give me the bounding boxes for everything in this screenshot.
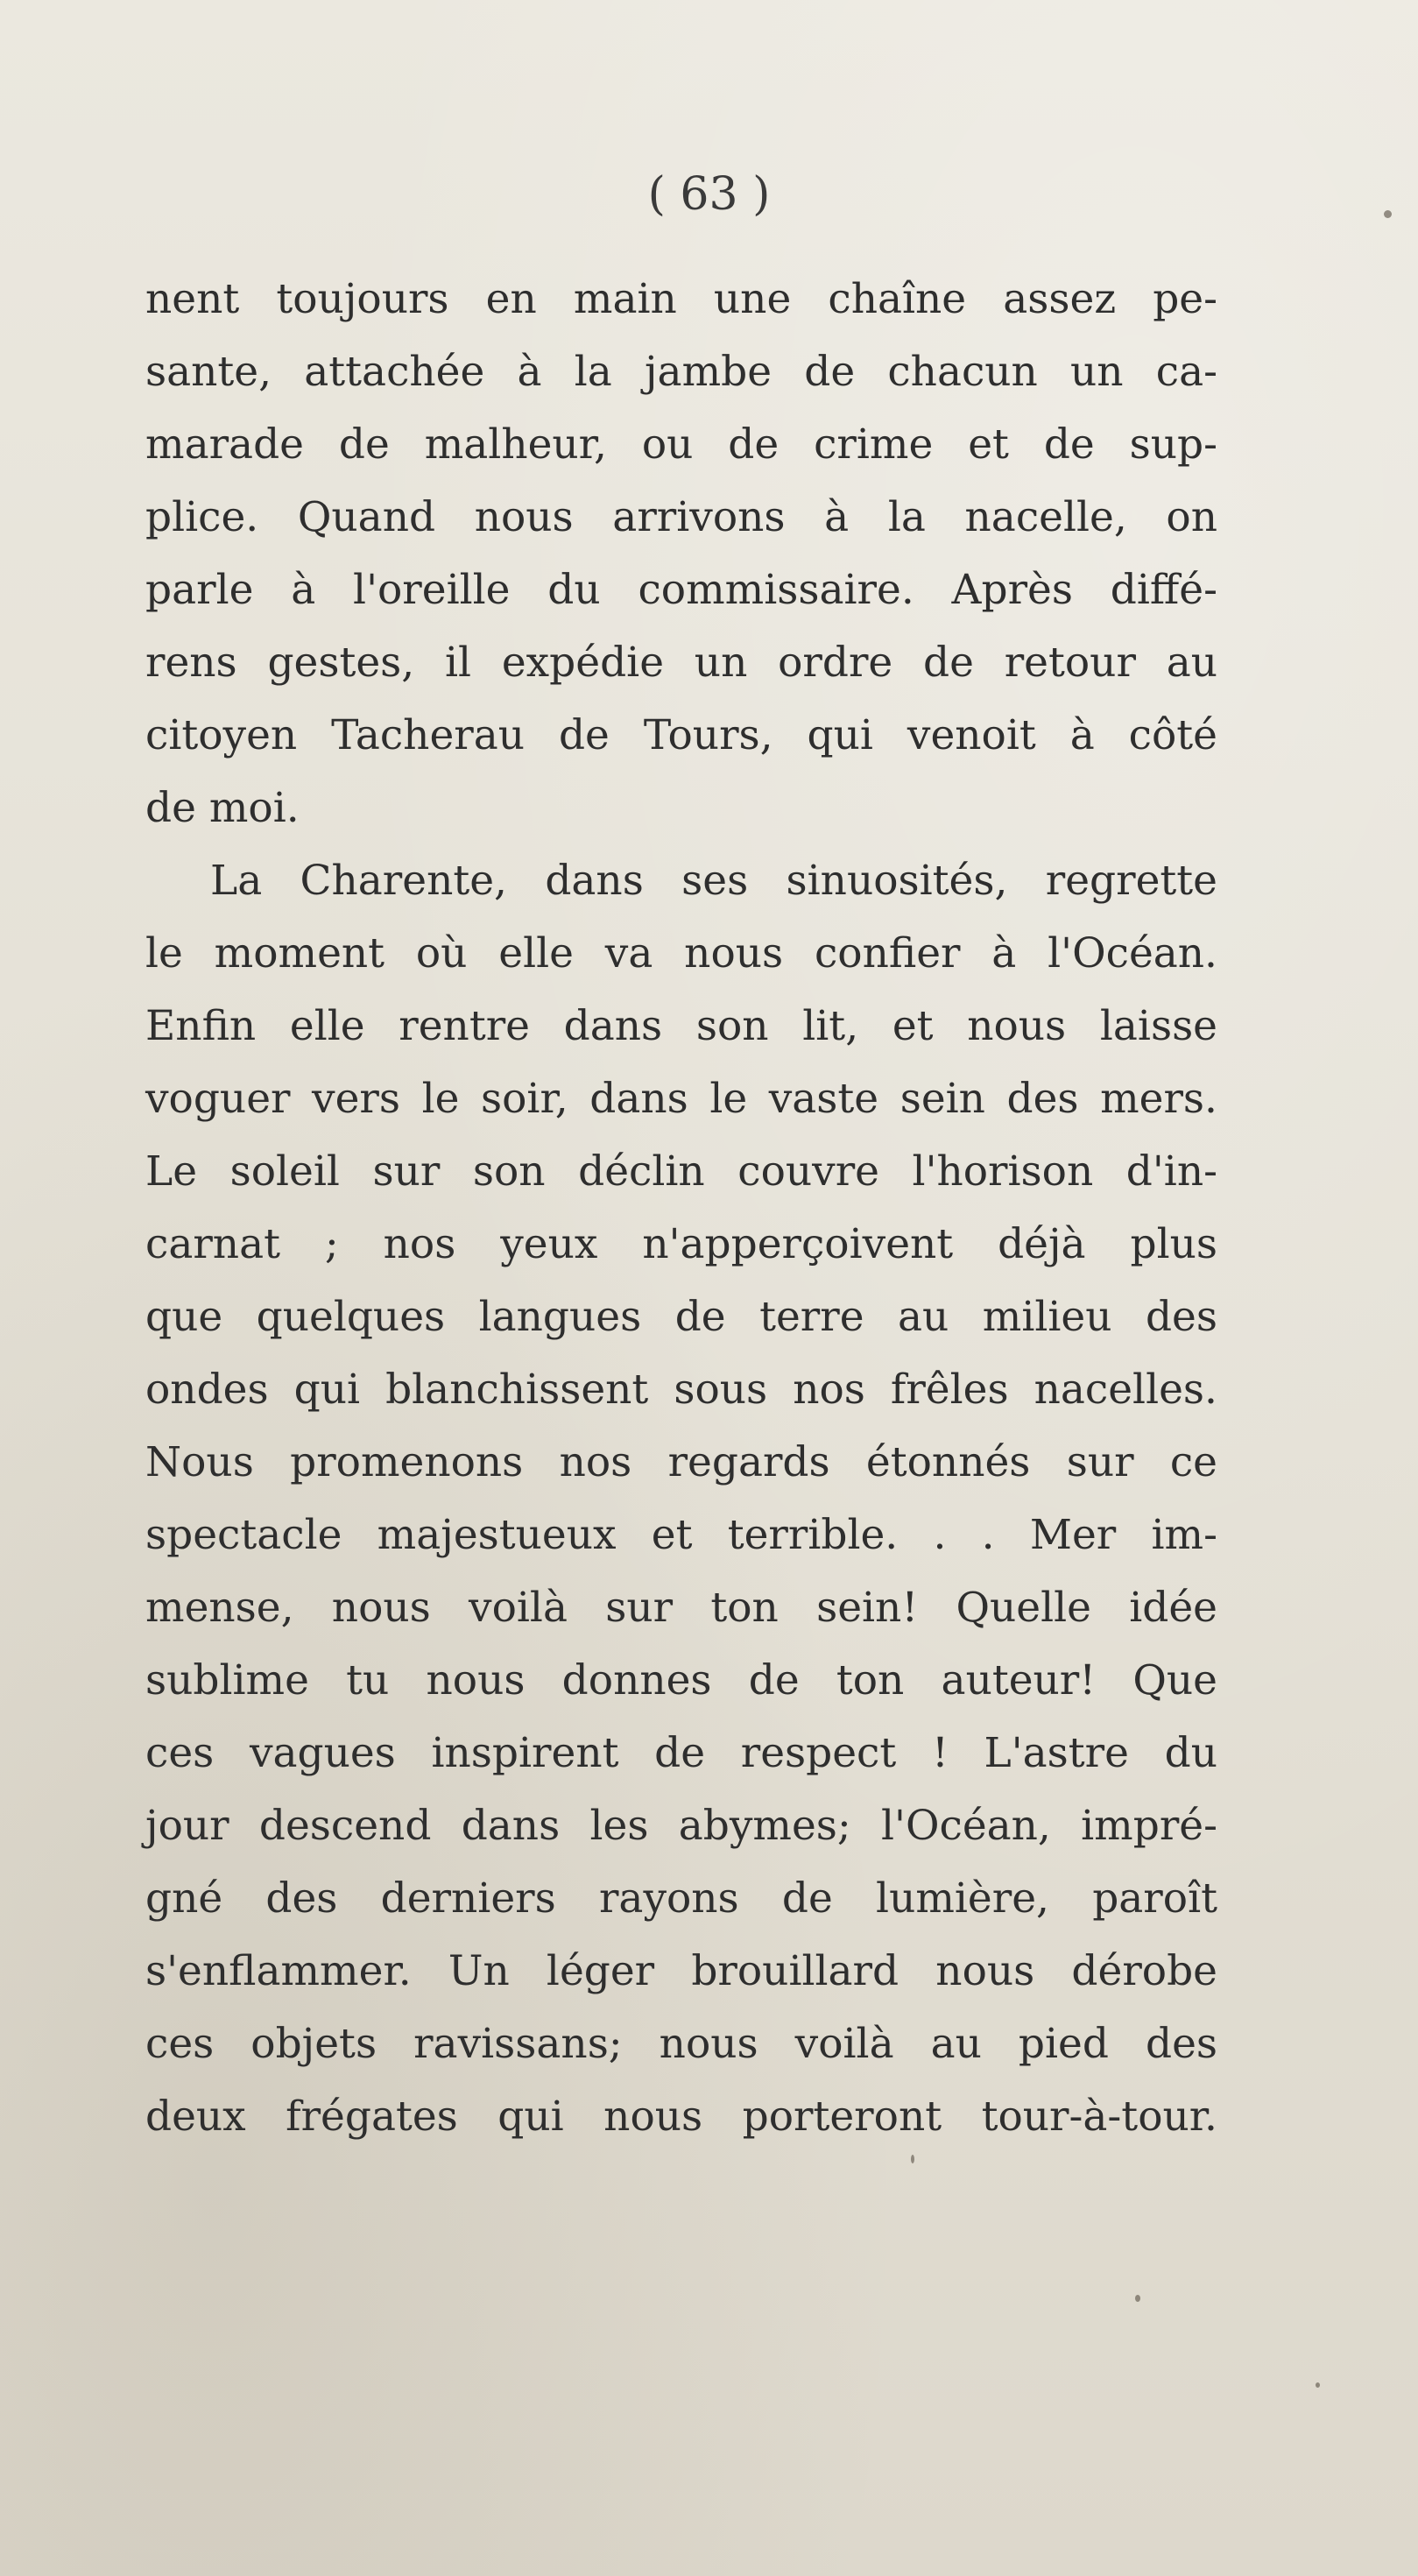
text-line: que quelques langues de terre au milieu des xyxy=(145,1293,1217,1341)
text-line: ces vagues inspirent de respect ! L'astre du xyxy=(145,1729,1217,1777)
paper-speck xyxy=(1384,210,1392,218)
text-line: Nous promenons nos regards étonnés sur ce xyxy=(145,1438,1217,1486)
text-line: Le soleil sur son déclin couvre l'horison d'in- xyxy=(145,1147,1217,1196)
text-line: le moment où elle va nous confier à l'Océan. xyxy=(145,929,1217,977)
page-number: ( 63 ) xyxy=(647,168,771,221)
text-line: gné des derniers rayons de lumière, paroît xyxy=(145,1874,1217,1923)
text-line: Enfin elle rentre dans son lit, et nous laisse xyxy=(145,1002,1217,1050)
text-line: marade de malheur, ou de crime et de sup- xyxy=(145,420,1217,469)
text-line: s'enflammer. Un léger brouillard nous dérobe xyxy=(145,1947,1217,1995)
text-line: spectacle majestueux et terrible. . . Mer im- xyxy=(145,1511,1217,1559)
paper-speck xyxy=(1316,2382,1320,2388)
paragraph xyxy=(145,263,1217,844)
text-line: sante, attachée à la jambe de chacun un ca- xyxy=(145,348,1217,396)
paragraph xyxy=(145,844,1217,2153)
text-line: ondes qui blanchissent sous nos frêles nacelles. xyxy=(145,1366,1217,1414)
text-line: jour descend dans les abymes; l'Océan, impré- xyxy=(145,1802,1217,1850)
text-line: voguer vers le soir, dans le vaste sein des mers. xyxy=(145,1075,1217,1123)
text-line: carnat ; nos yeux n'apperçoivent déjà plus xyxy=(145,1220,1217,1268)
text-line: citoyen Tacherau de Tours, qui venoit à côté xyxy=(145,711,1217,759)
text-line: nent toujours en main une chaîne assez pe- xyxy=(145,275,1217,323)
text-line: de moi. xyxy=(145,784,300,832)
text-line: plice. Quand nous arrivons à la nacelle, on xyxy=(145,493,1217,541)
text-line: sublime tu nous donnes de ton auteur! Que xyxy=(145,1656,1217,1704)
text-line: parle à l'oreille du commissaire. Après diffé- xyxy=(145,566,1217,614)
text-line: La Charente, dans ses sinuosités, regrette xyxy=(210,857,1217,905)
text-line: mense, nous voilà sur ton sein! Quelle idée xyxy=(145,1584,1217,1632)
paper-speck xyxy=(911,2155,914,2163)
paper-speck xyxy=(1135,2295,1140,2302)
body-text xyxy=(145,263,1217,2153)
text-line: rens gestes, il expédie un ordre de retour au xyxy=(145,639,1217,687)
text-line: deux frégates qui nous porteront tour-à-tour. xyxy=(145,2093,1217,2141)
text-line: ces objets ravissans; nous voilà au pied des xyxy=(145,2020,1217,2068)
